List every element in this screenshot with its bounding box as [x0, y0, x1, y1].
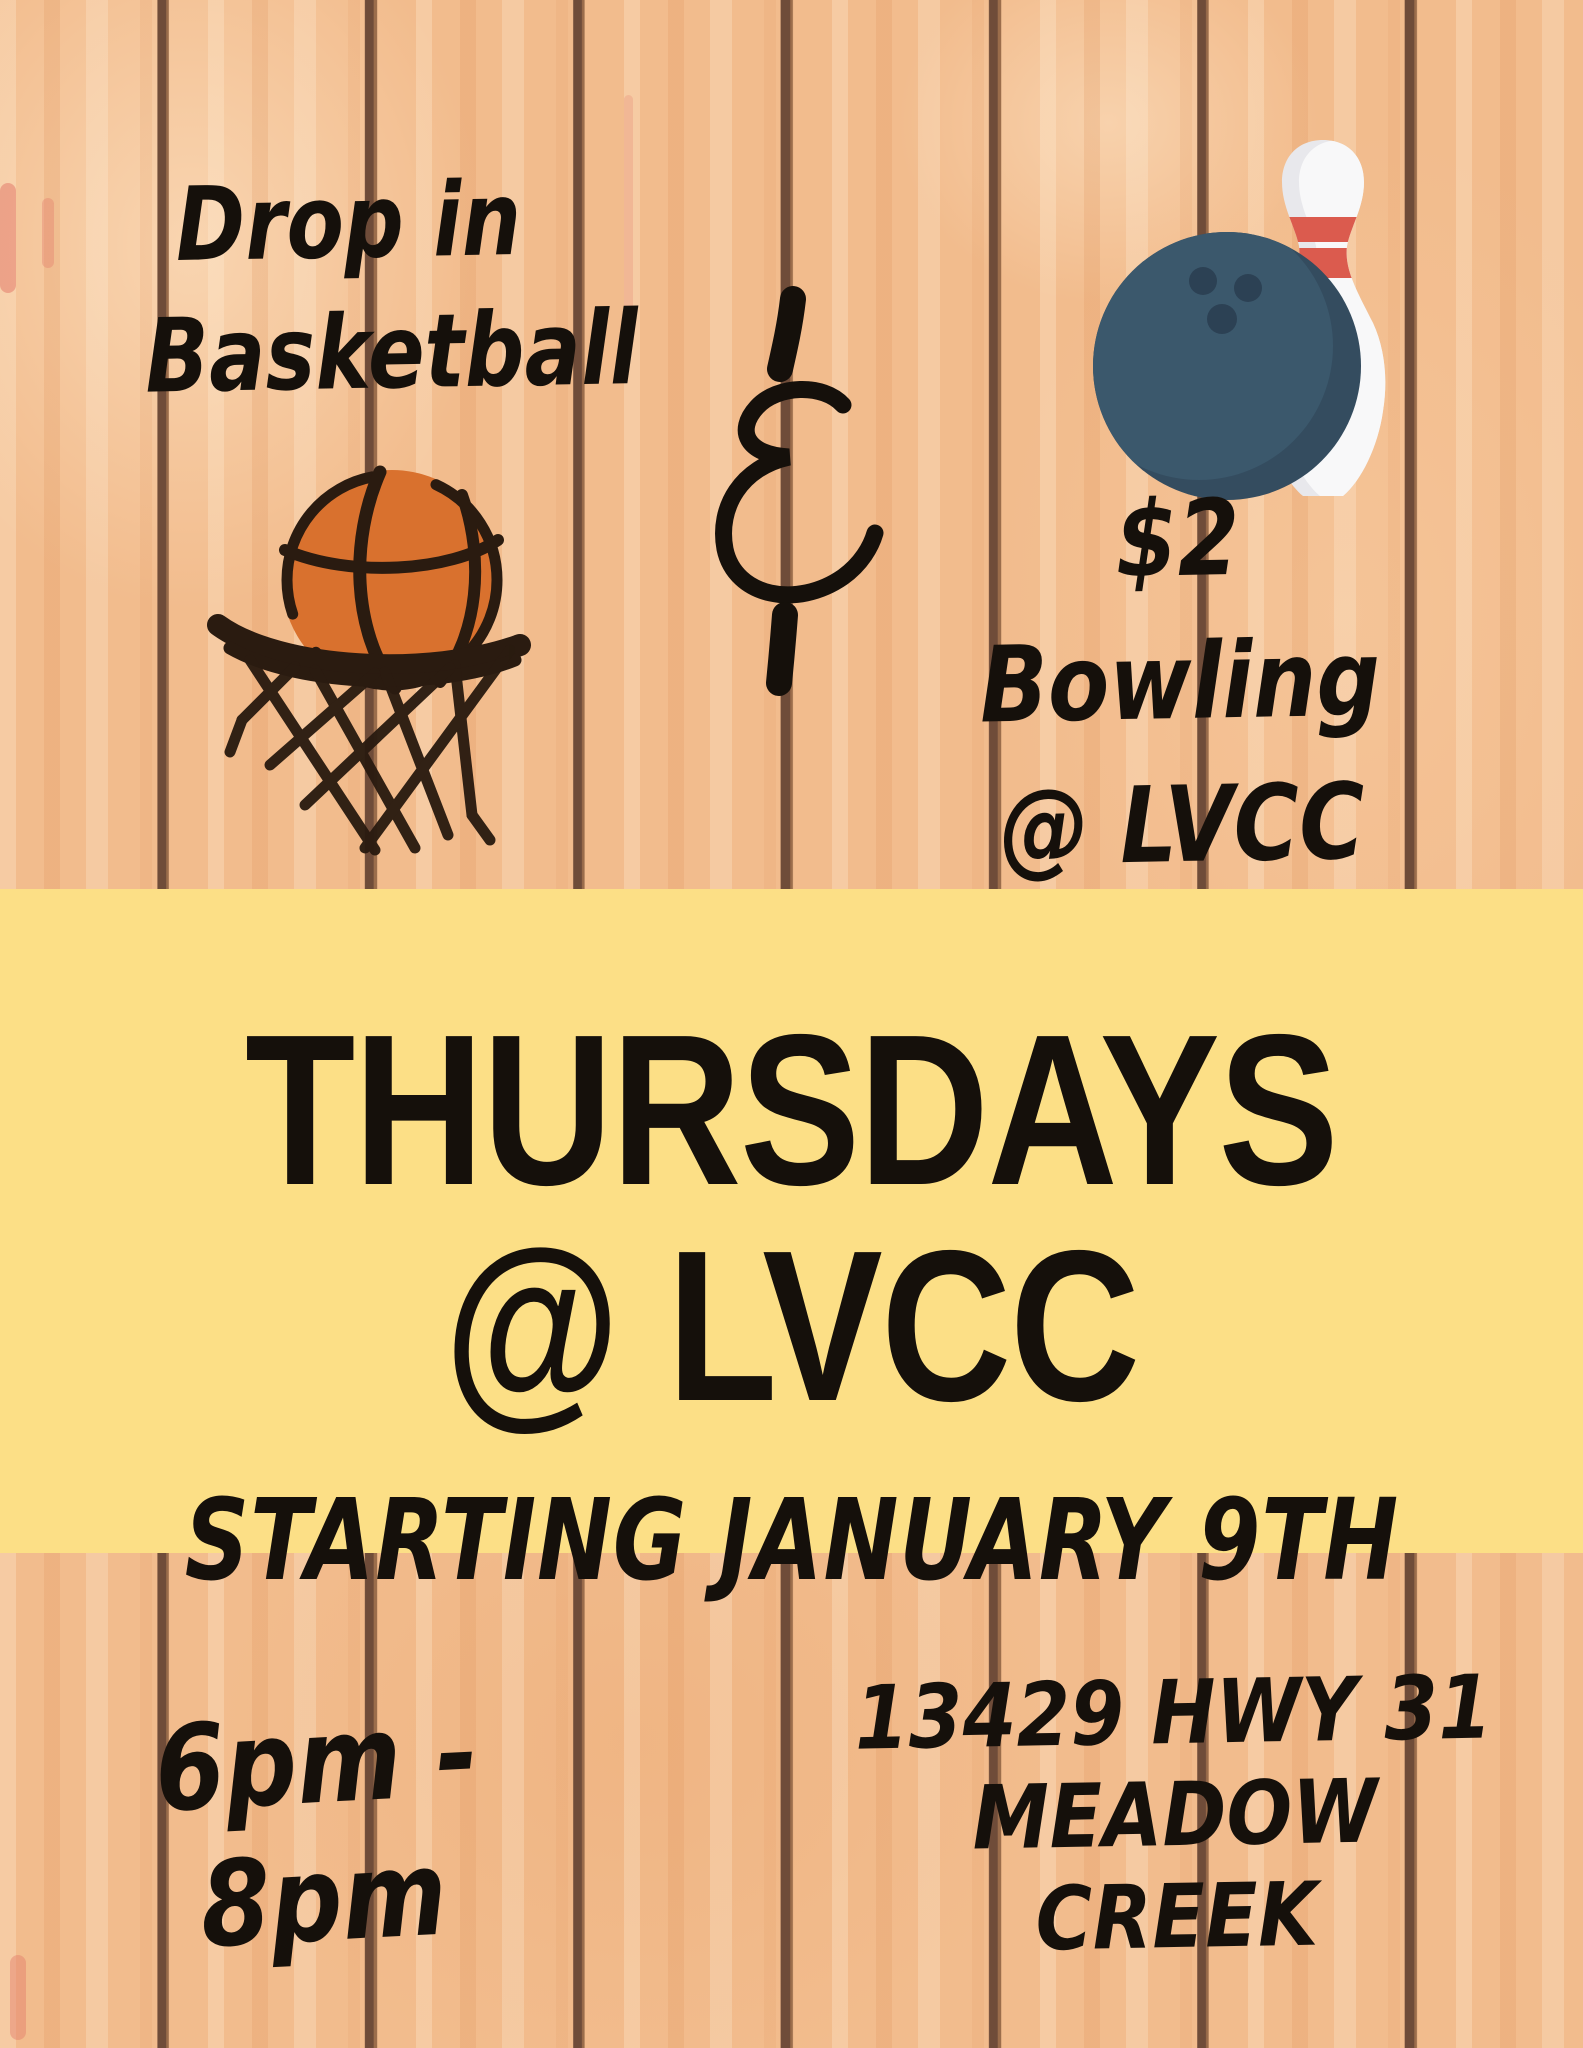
- bowling-ball-pin-icon: [1085, 130, 1465, 510]
- pink-paint-streak: [0, 183, 16, 293]
- address-block: [807, 1656, 1542, 1975]
- activity-right-caption: [876, 463, 1483, 902]
- handwritten-ampersand-icon: [645, 285, 885, 725]
- banner-subtitle: @ LVCC: [444, 1205, 1139, 1447]
- pink-paint-streak: [10, 1955, 26, 2040]
- basketball-hoop-icon: [200, 420, 560, 860]
- activity-left-line2: Basketball: [144, 288, 640, 417]
- activity-left-caption: [88, 153, 640, 423]
- address-line1: 13429 HWY 31: [853, 1655, 1493, 1770]
- activity-right-line1: $2 Bowling: [978, 476, 1382, 747]
- event-banner: [0, 889, 1583, 1606]
- activity-right-line2: @ LVCC: [998, 760, 1367, 889]
- activity-left-line1: Drop in: [175, 160, 523, 286]
- banner-title: THURSDAYS: [245, 989, 1338, 1230]
- time-range: 6pm - 8pm: [151, 1683, 482, 1975]
- banner-tagline: STARTING JANUARY 9TH: [184, 1475, 1399, 1606]
- address-line2: MEADOW CREEK: [971, 1759, 1379, 1971]
- pink-paint-streak: [624, 95, 633, 310]
- pink-paint-streak: [42, 198, 54, 268]
